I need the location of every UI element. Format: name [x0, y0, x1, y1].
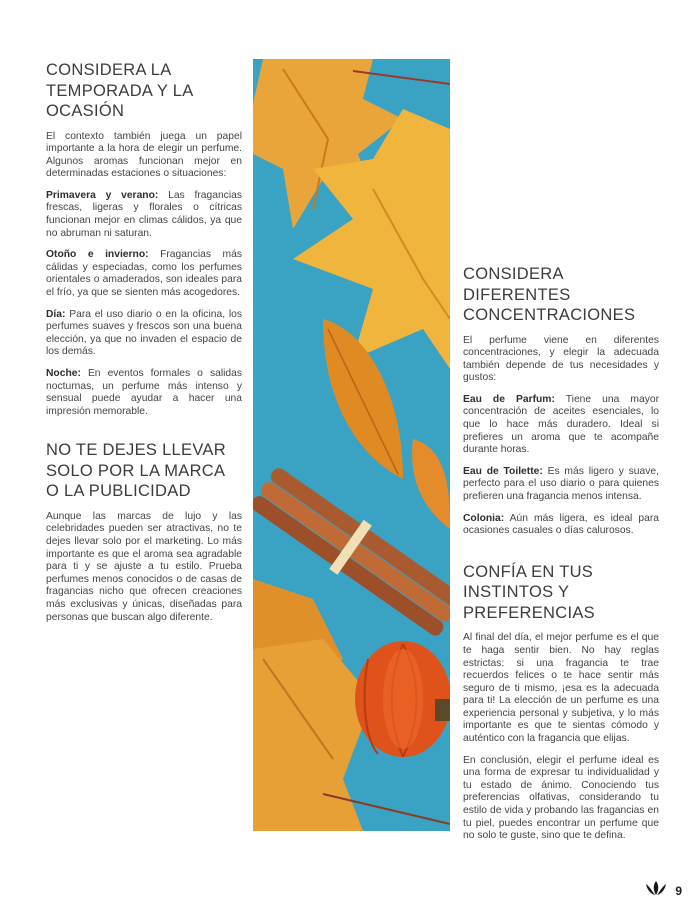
item-otono — [46, 249, 242, 299]
intro-temporada: El contexto también juega un papel importante a la hora de elegir un perfume. Algunos aromas funcionan mejor en determinadas estaciones o situaciones: — [46, 130, 242, 180]
item-text: Tiene una mayor concentración de aceites esenciales, lo que lo hace más duradero. Ideal si prefieres un aroma que te acompañe durante horas. — [463, 393, 659, 456]
item-noche — [46, 368, 242, 418]
item-label: Otoño e invierno: — [46, 249, 149, 261]
item-text: En eventos formales o salidas nocturnas, un perfume más intenso y sensual puede ayudar a hacer una impresión memorable. — [46, 368, 242, 417]
heading-temporada: CONSIDERA LA TEMPORADA Y LA OCASIÓN — [46, 61, 193, 120]
heading-marca: NO TE DEJES LLEVAR SOLO POR LA MARCA O LA PUBLICIDAD — [46, 441, 226, 501]
item-dia — [46, 309, 242, 359]
pumpkin-highlight — [383, 649, 423, 749]
item-colonia — [463, 513, 659, 538]
autumn-photo — [253, 59, 450, 831]
body-marca: Aunque las marcas de lujo y las celebridades pueden ser atractivas, no te dejes llevar solo por el marketing. Lo más importante es que el aroma sea agradable para ti y se ajuste a tu estilo. Prueba perfumes menos conocidos o de casas de fragancias nicho que ofrecen creaciones más exclusivas y únicas, diseñadas para personas que buscan algo diferente. — [46, 510, 242, 623]
item-label: Primavera y verano: — [46, 189, 159, 201]
page-footer — [646, 881, 682, 900]
item-label: Colonia: — [463, 512, 505, 524]
pumpkin-stem — [435, 699, 450, 721]
heading-instintos: CONFÍA EN TUS INSTINTOS Y PREFERENCIAS — [463, 562, 595, 622]
item-text: Es más ligero y suave, perfecto para el uso diario o para quienes prefieren una fragancia menos intensa. — [463, 465, 659, 503]
item-label: Eau de Toilette: — [463, 465, 543, 477]
right-column — [463, 264, 659, 852]
left-column — [46, 60, 242, 633]
heading-concentraciones: CONSIDERA DIFERENTES CONCENTRACIONES — [463, 265, 636, 324]
body-instintos-1: Al final del día, el mejor perfume es el que te haga sentir bien. No hay reglas estrictas: si una fragancia te trae recuerdos felices o te hace sentir más seguro de ti mismo, ¡esa es la adecuada para ti! La elección de un perfume es una experiencia personal y subjetiva, y lo más importante es que te sientas cómodo y auténtico con la fragancia que elijas. — [463, 632, 659, 745]
item-eau-de-toilette — [463, 466, 659, 504]
item-text: Fragancias más cálidas y especiadas, como los perfumes orientales o amaderados, son ideales para el frío, ya que se sienten más acogedores. — [46, 249, 242, 299]
item-label: Día: — [46, 308, 66, 320]
item-text: Aún más ligera, es ideal para ocasiones casuales o días calurosos. — [463, 512, 659, 537]
page-number: 9 — [675, 883, 682, 898]
body-instintos-2: En conclusión, elegir el perfume ideal es una forma de expresar tu individualidad y tu estado de ánimo. Conociendo tus preferencias olfativas, considerando tu estilo de vida y probando las fragancias en tu piel, puedes encontrar un perfume que no solo te guste, sino que te defina. — [463, 754, 659, 842]
autumn-leaves-illustration — [253, 59, 450, 831]
item-text: Las fragancias frescas, ligeras y florales o cítricas funcionan mejor en climas cálidos, ya que no abruman ni saturan. — [46, 189, 242, 239]
item-primavera — [46, 190, 242, 240]
lotus-logo-icon — [646, 881, 666, 900]
item-label: Noche: — [46, 368, 81, 379]
item-label: Eau de Parfum: — [463, 393, 555, 405]
intro-concentraciones: El perfume viene en diferentes concentraciones, y elegir la adecuada también depende de tus necesidades y gustos: — [463, 334, 659, 384]
item-eau-de-parfum — [463, 394, 659, 457]
item-text: Para el uso diario o en la oficina, los perfumes suaves y frescos son una buena elección, ya que no invaden el espacio de los demás. — [46, 308, 242, 358]
